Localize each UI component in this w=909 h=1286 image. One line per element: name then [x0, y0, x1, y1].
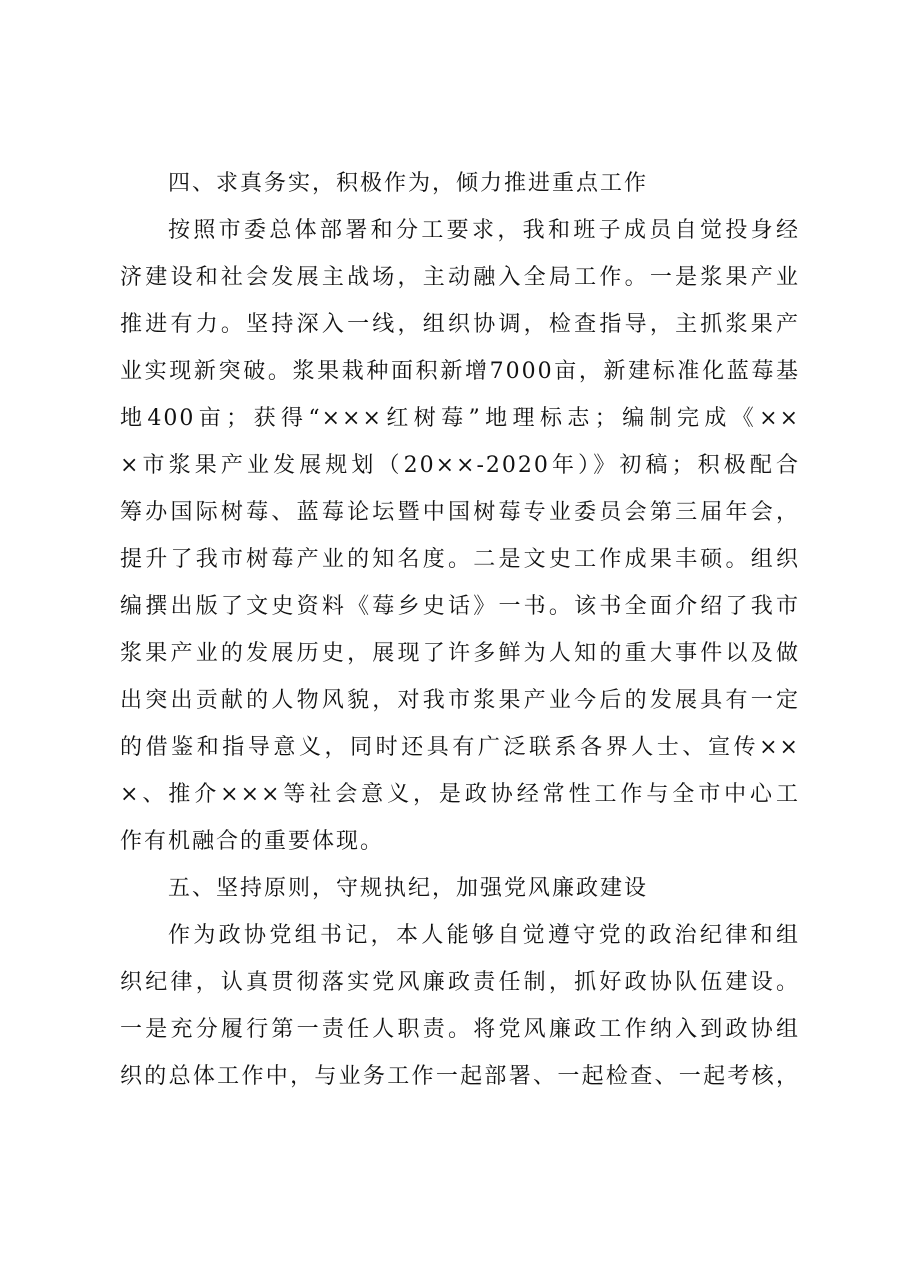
paragraph-line: 织纪律，认真贯彻落实党风廉政责任制，抓好政协队伍建设。 [120, 970, 800, 995]
paragraph-line: 提升了我市树莓产业的知名度。二是文史工作成果丰硕。组织 [120, 547, 800, 572]
paragraph-line: ×市浆果产业发展规划（20××-2020年）》初稿；积极配合 [120, 453, 800, 478]
paragraph-line: 浆果产业的发展历史，展现了许多鲜为人知的重大事件以及做 [120, 641, 800, 666]
section-heading: 五、坚持原则，守规执纪，加强党风廉政建设 [168, 876, 649, 901]
paragraph-line: 地400亩；获得“×××红树莓”地理标志；编制完成《×× [120, 406, 800, 431]
paragraph-line: 出突出贡献的人物风貌，对我市浆果产业今后的发展具有一定 [120, 688, 800, 713]
paragraph-line: 织的总体工作中，与业务工作一起部署、一起检查、一起考核， [120, 1064, 800, 1089]
paragraph-line: 筹办国际树莓、蓝莓论坛暨中国树莓专业委员会第三届年会， [120, 500, 800, 525]
paragraph-line: 业实现新突破。浆果栽种面积新增7000亩，新建标准化蓝莓基 [120, 359, 800, 384]
paragraph-line: 作有机融合的重要体现。 [120, 829, 385, 854]
paragraph-line: 济建设和社会发展主战场，主动融入全局工作。一是浆果产业 [120, 265, 800, 290]
paragraph-line: 一是充分履行第一责任人职责。将党风廉政工作纳入到政协组 [120, 1017, 800, 1042]
section-heading: 四、求真务实，积极作为，倾力推进重点工作 [168, 171, 649, 196]
paragraph-line: 的借鉴和指导意义，同时还具有广泛联系各界人士、宣传×× [120, 735, 800, 760]
paragraph-line: 编撰出版了文史资料《莓乡史话》一书。该书全面介绍了我市 [120, 594, 800, 619]
paragraph-line: 按照市委总体部署和分工要求，我和班子成员自觉投身经 [168, 218, 800, 243]
paragraph-line: ×、推介×××等社会意义，是政协经常性工作与全市中心工 [120, 782, 800, 807]
paragraph-line: 推进有力。坚持深入一线，组织协调，检查指导，主抓浆果产 [120, 312, 800, 337]
paragraph-line: 作为政协党组书记，本人能够自觉遵守党的政治纪律和组 [168, 923, 800, 948]
